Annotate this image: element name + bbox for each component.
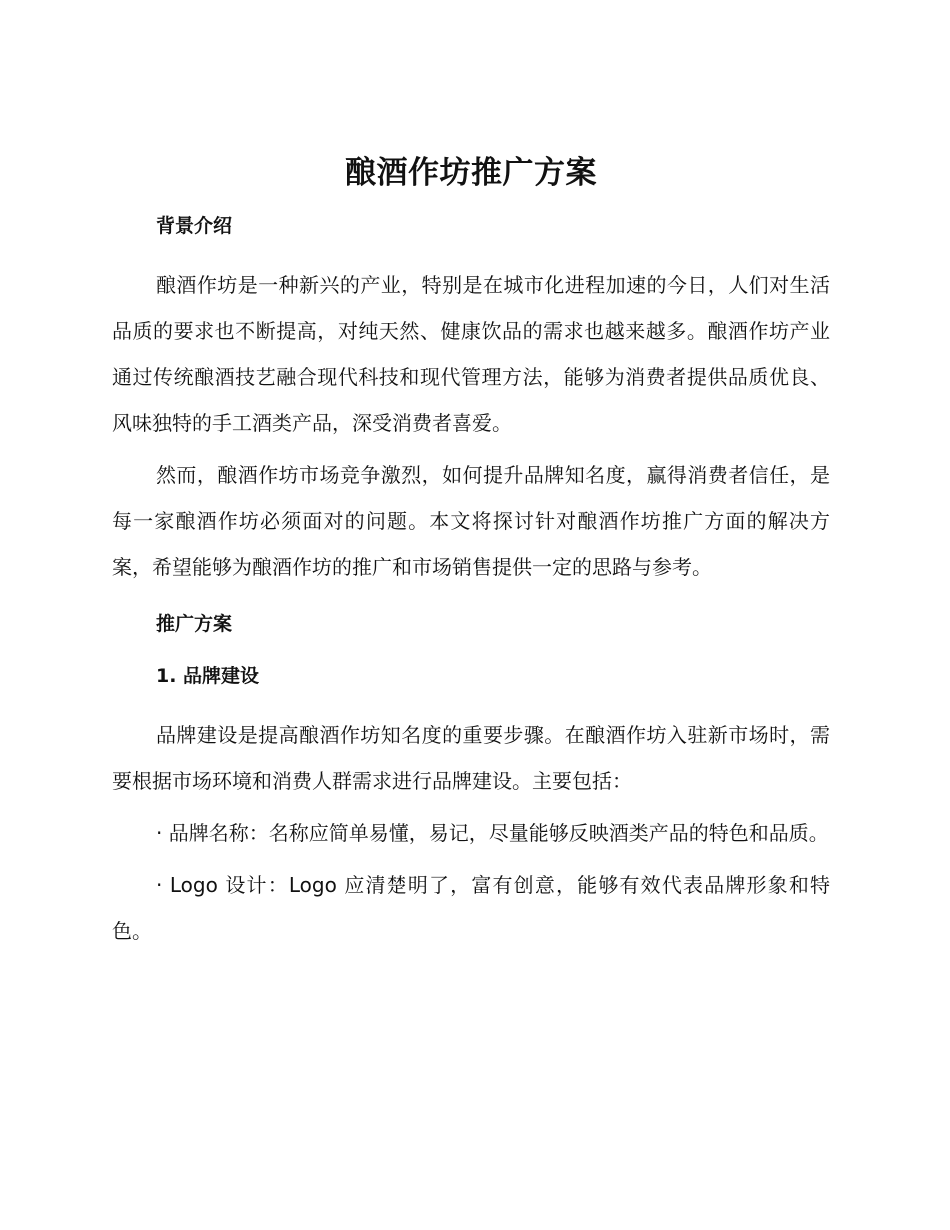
paragraph-background-2: 然而，酿酒作坊市场竞争激烈，如何提升品牌知名度，赢得消费者信任，是每一家酿酒作坊必须面对的问题。本文将探讨针对酿酒作坊推广方面的解决方案，希望能够为酿酒作坊的推广和市场销售提供一定的思路与参考。 (112, 463, 830, 579)
paragraph-brand-1: 品牌建设是提高酿酒作坊知名度的重要步骤。在酿酒作坊入驻新市场时，需要根据市场环境和消费人群需求进行品牌建设。主要包括： (112, 723, 830, 793)
list-item-brand-name: · 品牌名称：名称应简单易懂，易记，尽量能够反映酒类产品的特色和品质。 (156, 821, 829, 845)
section-heading-plan: 推广方案 (156, 613, 233, 635)
paragraph-background-1: 酿酒作坊是一种新兴的产业，特别是在城市化进程加速的今日，人们对生活品质的要求也不断提高，对纯天然、健康饮品的需求也越来越多。酿酒作坊产业通过传统酿酒技艺融合现代科技和现代管理方法，能够为消费者提供品质优良、风味独特的手工酒类产品，深受消费者喜爱。 (112, 273, 830, 435)
list-item-logo-design: · Logo 设计：Logo 应清楚明了，富有创意，能够有效代表品牌形象和特色。 (112, 873, 830, 943)
spacer (112, 596, 830, 608)
subsection-heading-brand: 1. 品牌建设 (156, 665, 260, 687)
section-heading-background: 背景介绍 (156, 215, 233, 237)
document-title: 酿酒作坊推广方案 (345, 155, 597, 191)
